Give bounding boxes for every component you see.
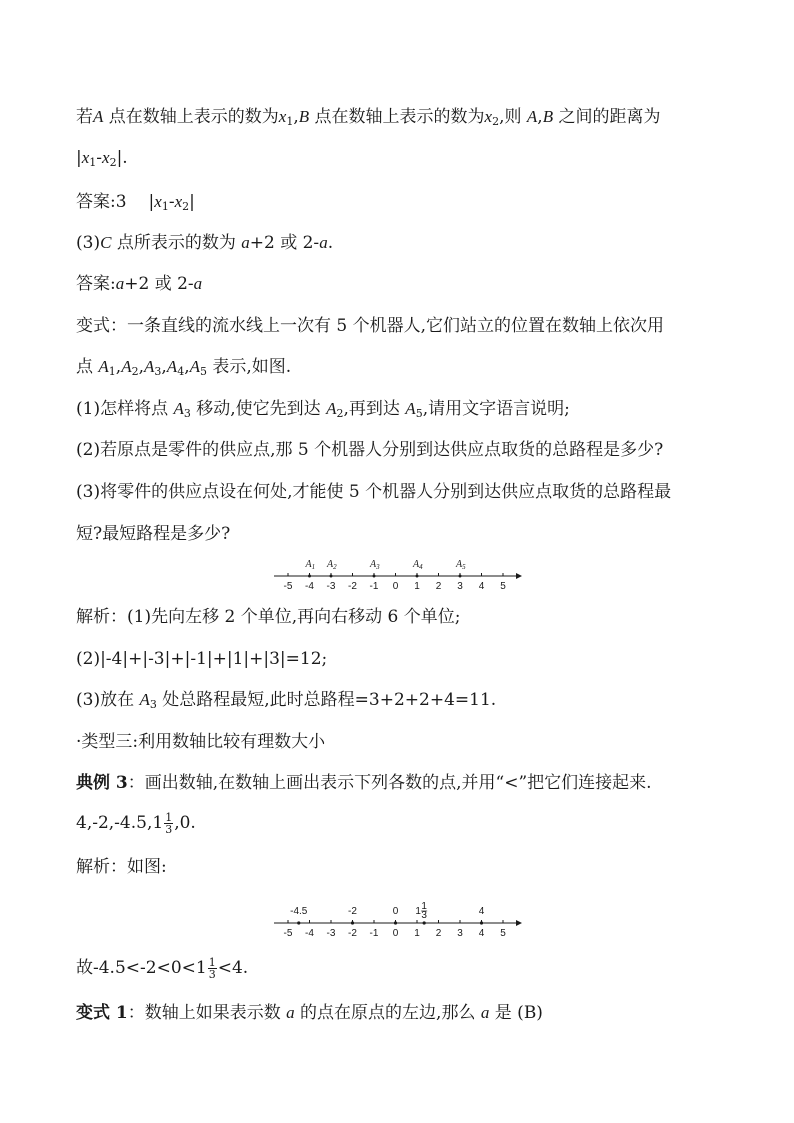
question-3-cont: 短?最短路程是多少? [76,524,231,544]
point-dot [297,921,300,924]
number-line-compare [270,896,530,940]
text-line-part-3: (3)C 点所表示的数为 a+2 或 2-a. [76,233,334,253]
example-3-statement: 典例 3：画出数轴,在数轴上画出表示下列各数的点,并用“<”把它们连接起来. [76,773,652,793]
fraction-numerator: 1 [421,901,427,912]
fraction-one-third: $\frac{1}{3}$ [165,811,173,836]
variant-problem-points: 点 $A_1,A_2,A_3,A_4,A_5$ 表示,如图. [76,357,292,378]
tick-label: -4 [305,581,314,592]
tick-label: -2 [348,581,357,592]
example-3-numbers: 4,-2,-4.5,1 $\frac{1}{3}$ ,0. [76,811,196,836]
tick-label: 4 [478,581,485,592]
question-3: (3)将零件的供应点设在何处,才能使 5 个机器人分别到达供应点取货的总路程最 [76,482,672,502]
tick-label: 4 [478,928,485,939]
question-2: (2)若原点是零件的供应点,那 5 个机器人分别到达供应点取货的总路程是多少? [76,440,664,460]
point-label: $A_3$ [370,559,380,571]
example-3-conclusion: 故-4.5<-2<0<1 $\frac{1}{3}$ <4. [76,956,249,981]
text-line-abs-expression: $|x_1-x_2|$. [76,148,128,169]
point-label: -2 [348,906,357,917]
tick-label: -3 [326,928,336,939]
tick-label: -4 [305,928,314,939]
tick-label: 3 [457,928,463,939]
tick-label: 1 [414,928,420,939]
question-1: (1)怎样将点 $A_3$ 移动,使它先到达 $A_2$,再到达 $A_5$,请用文字语言说明; [76,399,570,420]
point-label: 0 [392,906,399,917]
variant-problem-intro: 变式：一条直线的流水线上一次有 5 个机器人,它们站立的位置在数轴上依次用 [76,316,665,336]
tick-label: -3 [326,581,336,592]
answer-line-2: 答案:a+2 或 2-a [76,274,203,294]
tick-label: -1 [369,928,379,939]
point-label: 4 [478,906,485,917]
point-label: 1 [415,906,421,917]
answer-line-1: 答案:3 $|x_1-x_2|$ [76,192,195,213]
point-dot [394,921,397,924]
point-dot [423,921,426,924]
solution-1: 解析：(1)先向左移 2 个单位,再向右移动 6 个单位; [76,607,461,627]
axis-arrow [516,573,522,579]
point-dot [330,575,333,578]
point-label: $A_1$ [305,559,316,571]
point-label: -4.5 [290,906,308,917]
tick-label: 2 [435,581,442,592]
point-dot [351,921,354,924]
tick-label: -2 [348,928,357,939]
tick-label: 2 [435,928,442,939]
solution-3: (3)放在 $A_3$ 处总路程最短,此时总路程=3+2+2+4=11. [76,690,497,711]
axis-arrow [516,920,522,926]
fraction-denominator: 3 [421,910,427,921]
point-dot [416,575,419,578]
example-3-solution-intro: 解析：如图: [76,857,167,877]
tick-label: 1 [414,581,420,592]
section-heading-type-3: ·类型三:利用数轴比较有理数大小 [76,732,326,752]
point-label: $A_5$ [456,559,466,571]
point-label: $A_2$ [327,559,337,571]
point-dot [459,575,462,578]
fraction-one-third: $\frac{1}{3}$ [208,956,216,981]
point-label: $A_4$ [413,559,423,571]
tick-label: 0 [392,928,399,939]
tick-label: -1 [369,581,379,592]
tick-label: -5 [283,581,293,592]
tick-label: 5 [500,581,506,592]
tick-label: -5 [283,928,293,939]
text-line-distance-definition: 若A 点在数轴上表示的数为$x_1,B$ 点在数轴上表示的数为$x_2$,则 A,B 之间的距离为 [76,107,661,128]
point-dot [373,575,376,578]
number-line-robots [270,552,530,592]
point-dot [480,921,483,924]
solution-2: (2)|-4|+|-3|+|-1|+|1|+|3|=12; [76,649,328,669]
tick-label: 5 [500,928,506,939]
tick-label: 3 [457,581,463,592]
variant-1-statement: 变式 1：数轴上如果表示数 a 的点在原点的左边,那么 a 是 (B) [76,1003,543,1023]
point-dot [308,575,311,578]
tick-label: 0 [392,581,399,592]
